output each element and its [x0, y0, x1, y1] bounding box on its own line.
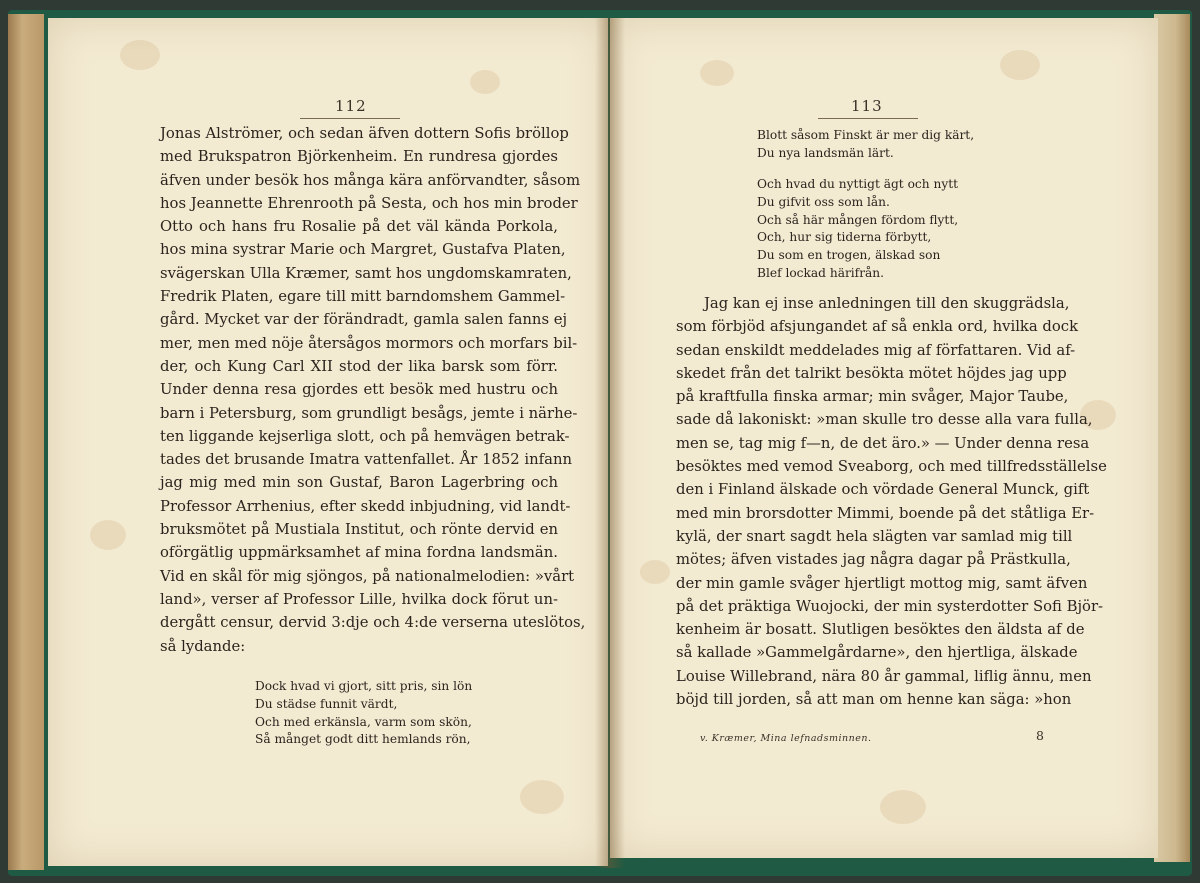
text-line: som förbjöd afsjungandet af så enkla ord, hvilka dock [676, 318, 1079, 336]
verse-line: Och så här mången fördom flytt, [757, 212, 959, 227]
page-number-rule-right [818, 118, 918, 119]
verse-line: Och hvad du nyttigt ägt och nytt [757, 177, 958, 191]
foxing-spot [700, 60, 734, 86]
foxing-spot [640, 560, 670, 584]
text-line: Otto och hans fru Rosalie på det väl kända Porkola, [160, 218, 558, 236]
text-line: skedet från det talrikt besökta mötet höjdes jag upp [676, 364, 1067, 382]
book-gutter [595, 18, 625, 868]
text-line: Jag kan ej inse anledningen till den skuggrädsla, [704, 295, 1070, 312]
text-line: kylä, der snart sagdt hela slägten var samlad mig till [676, 527, 1073, 545]
text-line: besöktes med vemod Sveaborg, och med tillfredsställelse [676, 458, 1107, 476]
text-line: der min gamle svåger hjertligt mottog mig, samt äfven [676, 574, 1088, 592]
text-line: böjd till jorden, så att man om henne kan säga: »hon [676, 691, 1072, 709]
text-line: med Brukspatron Björkenheim. En rundresa gjordes [160, 148, 558, 166]
verse-line: Du städse funnit värdt, [255, 696, 398, 711]
text-line: på det präktiga Wuojocki, der min systerdotter Sofi Björ- [676, 597, 1104, 615]
text-line: den i Finland älskade och vördade General Munck, gift [676, 481, 1090, 499]
text-line: Fredrik Platen, egare till mitt barndomshem Gammel- [160, 288, 566, 306]
foxing-spot [880, 790, 926, 824]
right-page-edges [1154, 14, 1190, 862]
text-line: bruksmötet på Mustiala Institut, och rönte dervid en [160, 521, 558, 539]
foxing-spot [520, 780, 564, 814]
text-line: kenheim är bosatt. Slutligen besöktes den äldsta af de [676, 621, 1085, 639]
text-line: mer, men med nöje återsågos mormors och morfars bil- [160, 334, 578, 352]
left-page-verse [255, 678, 472, 749]
text-line: dergått censur, dervid 3:dje och 4:de verserna uteslötos, [160, 614, 586, 632]
verse-line: Du nya landsmän lärt. [757, 145, 894, 160]
text-line: på kraftfulla finska armar; min svåger, Major Taube, [676, 388, 1069, 406]
text-line: land», verser af Professor Lille, hvilka dock förut un- [160, 590, 558, 608]
foxing-spot [120, 40, 160, 70]
text-line: ten liggande kejserliga slott, och på hemvägen betrak- [160, 427, 570, 445]
page-number-right: 113 [851, 97, 883, 115]
left-page-text [160, 122, 586, 658]
text-line: Professor Arrhenius, efter skedd inbjudning, vid landt- [160, 497, 571, 515]
sheet-number: 8 [1036, 728, 1044, 743]
right-page-text [676, 292, 1107, 711]
text-line: Louise Willebrand, nära 80 år gammal, liflig ännu, men [676, 667, 1092, 685]
right-page-verse-stanza-1 [757, 127, 974, 163]
verse-line: Så månget godt ditt hemlands rön, [255, 732, 471, 747]
text-line: barn i Petersburg, som grundligt besågs, jemte i närhe- [160, 404, 578, 422]
verse-line: Blef lockad härifrån. [757, 265, 885, 280]
verse-line: Du gifvit oss som lån. [757, 194, 890, 209]
page-number-left: 112 [335, 97, 367, 115]
text-line: hos mina systrar Marie och Margret, Gustafva Platen, [160, 241, 566, 259]
text-line: så kallade »Gammelgårdarne», den hjertliga, älskade [676, 644, 1078, 662]
text-line: Under denna resa gjordes ett besök med hustru och [160, 381, 558, 399]
text-line: Vid en skål för mig sjöngos, på nationalmelodien: »vårt [160, 567, 575, 585]
text-line: mötes; äfven vistades jag några dagar på Prästkulla, [676, 551, 1071, 569]
page-number-rule-left [300, 118, 400, 119]
foxing-spot [470, 70, 500, 94]
verse-line: Och, hur sig tiderna förbytt, [757, 230, 932, 245]
text-line: men se, tag mig f—n, de det äro.» — Under denna resa [676, 434, 1090, 452]
text-line: sade då lakoniskt: »man skulle tro desse alla vara fulla, [676, 411, 1093, 429]
foxing-spot [90, 520, 126, 550]
foxing-spot [1000, 50, 1040, 80]
text-line: oförgätlig uppmärksamhet af mina fordna landsmän. [160, 544, 558, 562]
printers-signature: v. Kræmer, Mina lefnadsminnen. [700, 733, 872, 744]
text-line: sedan enskildt meddelades mig af författaren. Vid af- [676, 341, 1076, 359]
text-line: äfven under besök hos många kära anförvandter, såsom [160, 171, 581, 189]
text-line: gård. Mycket var der förändradt, gamla salen fanns ej [160, 311, 568, 329]
verse-line: Blott såsom Finskt är mer dig kärt, [757, 128, 975, 142]
text-line: jag mig med min son Gustaf, Baron Lagerbring och [160, 474, 558, 492]
text-line: tades det brusande Imatra vattenfallet. År 1852 infann [160, 451, 573, 469]
verse-line: Och med erkänsla, varm som skön, [255, 714, 472, 729]
text-line: Jonas Alströmer, och sedan äfven dottern Sofis bröllop [160, 125, 569, 142]
text-line: så lydande: [160, 637, 246, 655]
text-line: med min brorsdotter Mimmi, boende på det ståtliga Er- [676, 504, 1095, 522]
text-line: hos Jeannette Ehrenrooth på Sesta, och hos min broder [160, 194, 578, 212]
text-line: svägerskan Ulla Kræmer, samt hos ungdomskamraten, [160, 264, 572, 282]
verse-line: Dock hvad vi gjort, sitt pris, sin lön [255, 679, 473, 693]
left-page-edges [8, 14, 44, 870]
text-line: der, och Kung Carl XII stod der lika barsk som förr. [160, 357, 558, 375]
right-page-verse-stanza-2 [757, 176, 958, 283]
verse-line: Du som en trogen, älskad son [757, 248, 941, 263]
